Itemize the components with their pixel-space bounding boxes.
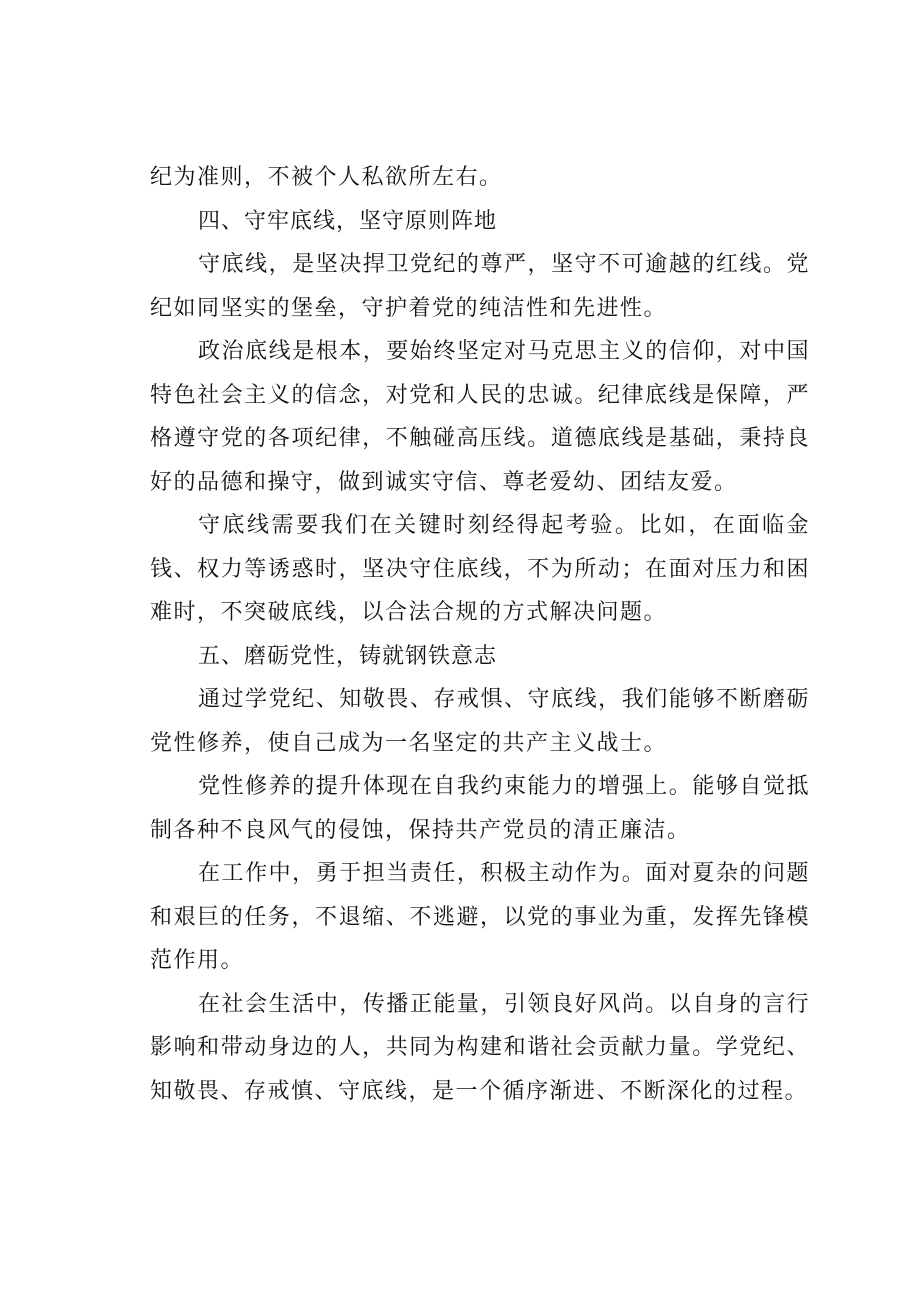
document-body: [150, 156, 810, 1113]
paragraph: 守底线需要我们在关键时刻经得起考验。比如，在面临金钱、权力等诱惑时，坚决守住底线，不为所动；在面对压力和困难时，不突破底线，以合法合规的方式解决问题。: [150, 513, 810, 625]
section-heading-5: 五、磨砺党性，铸就钢铁意志: [198, 643, 498, 669]
paragraph: 党性修养的提升体现在自我约束能力的增强上。能够自觉抵制各种不良风气的侵蚀，保持共产党员的清正廉洁。: [150, 774, 810, 843]
paragraph: 通过学党纪、知敬畏、存戒惧、守底线，我们能够不断磨砺党性修养，使自己成为一名坚定的共产主义战士。: [150, 687, 810, 756]
section-heading-4: 四、守牢底线，坚守原则阵地: [198, 208, 498, 234]
paragraph-continuation: 纪为准则，不被个人私欲所左右。: [150, 165, 503, 190]
paragraph: 在社会生活中，传播正能量，引领良好风尚。以自身的言行影响和带动身边的人，共同为构建和谐社会贡献力量。学党纪、知敬畏、存戒慎、守底线，是一个循序渐进、不断深化的过程。: [150, 991, 810, 1104]
paragraph: 守底线，是坚决捍卫党纪的尊严，坚守不可逾越的红线。党纪如同坚实的堡垒，守护着党的纯洁性和先进性。: [150, 252, 810, 321]
paragraph: 政治底线是根本，要始终坚定对马克思主义的信仰，对中国特色社会主义的信念，对党和人民的忠诚。纪律底线是保障，严格遵守党的各项纪律，不触碰高压线。道德底线是基础，秉持良好的品德和操守，做到诚实守信、尊老爱幼、团结友爱。: [150, 339, 810, 495]
paragraph: 在工作中，勇于担当责任，积极主动作为。面对夏杂的问题和艰巨的任务，不退缩、不逃避，以党的事业为重，发挥先锋模范作用。: [150, 861, 810, 973]
